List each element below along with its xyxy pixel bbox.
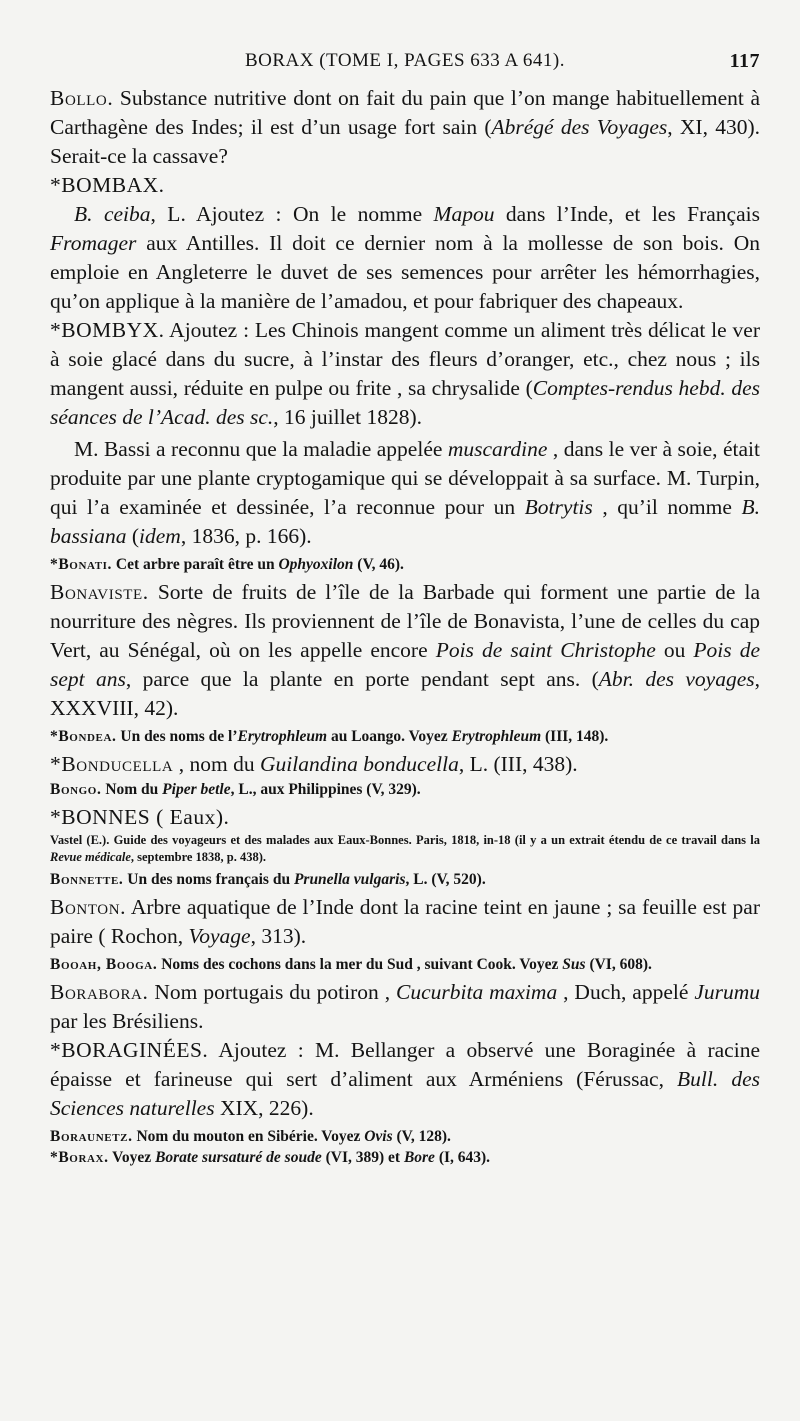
entry-bonducella — [50, 750, 760, 779]
species-name: Piper betle — [162, 781, 231, 798]
entry-text: XIX, 226). — [214, 1096, 314, 1120]
term: Botrytis — [524, 495, 593, 519]
entry-text: Cet arbre paraît être un — [112, 556, 279, 573]
term: Ophyoxilon — [278, 556, 354, 573]
entry-text: (I, 643). — [434, 1149, 491, 1166]
entry-text: Nom du mouton en Sibérie. Voyez — [132, 1128, 365, 1145]
entry-head: *Bonati. — [50, 556, 113, 573]
entry-text: aux Antilles. Il doit ce dernier nom à la mollesse de son bois. On emploie en Angleterre le duvet de ses semences pour arrêter les hémorrhagies, qu’on applique à la manière de l’amadou, et pour fabriquer des chapeaux. — [50, 231, 760, 313]
document-page — [50, 50, 760, 1168]
entry-text: Nom du — [101, 781, 163, 798]
entry-bonati — [50, 554, 760, 575]
entry-bonaviste — [50, 578, 760, 723]
entry-text: Sorte de fruits de l’île de la Barbade qui forment une partie de la nourriture des nègres. Ils proviennent de l’île de Bonavista, l’une de celles du cap Vert, au Sénégal, où on les appelle encore — [50, 580, 760, 662]
entry-bonnes — [50, 832, 760, 866]
entry-text: au Loango. Voyez — [327, 728, 452, 745]
entry-text: ( — [126, 524, 140, 548]
entry-head: Boraunetz. — [50, 1128, 133, 1145]
entry-bonton — [50, 893, 760, 951]
entry-head: *BONNES ( Eaux). — [50, 805, 230, 829]
term: muscardine — [447, 437, 548, 461]
citation: Bull. des Sciences naturelles — [50, 1067, 760, 1120]
entry-text: (VI, 608). — [585, 956, 652, 973]
entry-head: *BOMBAX. — [50, 173, 165, 197]
entry-text: dans l’Inde, et les Français — [494, 202, 760, 226]
entry-text: , L. (V, 520). — [405, 871, 486, 888]
entry-text: Voyez — [108, 1149, 156, 1166]
entry-bonnette — [50, 869, 760, 890]
entry-text: , parce que la plante en porte pendant sept ans. ( — [125, 667, 599, 691]
entry-bombax-head — [50, 171, 760, 200]
entry-text: , 313). — [250, 924, 307, 948]
entry-text: , nom du — [173, 752, 260, 776]
entry-bongo — [50, 779, 760, 800]
entry-boraunetz — [50, 1126, 760, 1147]
entry-text: , dans le ver à soie, était produite par une plante cryptogamique qui se développait à sa surface. M. Turpin, qui l’a examinée et dessinée, l’a reconnue pour un — [50, 437, 760, 519]
term: Jurumu — [694, 980, 760, 1004]
entry-bombax — [50, 200, 760, 316]
species-name: Guilandina bonducella — [259, 752, 459, 776]
entry-text: Un des noms de l’ — [116, 728, 238, 745]
entry-text: Un des noms français du — [123, 871, 294, 888]
term: Erytrophleum — [237, 728, 328, 745]
entry-text: , L. Ajoutez : On le nomme — [150, 202, 434, 226]
entry-head: *BORAGINÉES. — [50, 1038, 209, 1062]
page-number: 117 — [729, 50, 760, 72]
term: Bore — [403, 1149, 435, 1166]
entry-head: Booah, Booga. — [50, 956, 158, 973]
entry-text: Ajoutez : M. Bellanger a observé une Boraginée à racine épaisse et farineuse qui sert d’aliment aux Arméniens (Férussac, — [50, 1038, 760, 1091]
running-title: BORAX (TOME I, PAGES 633 A 641). — [244, 50, 566, 71]
entry-bollo — [50, 84, 760, 171]
species-name: B. ceiba — [74, 202, 151, 226]
entry-head: *BOMBYX. — [50, 318, 165, 342]
entry-bonnes-head — [50, 803, 760, 832]
entry-text: , XI, 430). Serait-ce la cassave? — [50, 115, 760, 168]
entry-bombyx — [50, 316, 760, 432]
entry-head: *Bonducella — [50, 752, 174, 776]
entry-head: Bonton. — [50, 895, 127, 919]
entry-booah — [50, 954, 760, 975]
entry-head: Bonaviste. — [50, 580, 149, 604]
entry-head: Bollo. — [50, 86, 114, 110]
term: Pois de sept ans — [50, 638, 761, 691]
running-header — [50, 50, 760, 84]
species-name: Cucurbita maxima — [396, 980, 558, 1004]
entry-text: , XXXVIII, 42). — [50, 667, 760, 720]
entry-borax — [50, 1147, 760, 1168]
entry-text: , septembre 1838, p. 438). — [130, 850, 267, 864]
term: Ovis — [364, 1128, 393, 1145]
term: Pois de saint Christophe — [435, 638, 656, 662]
entry-text: Ajoutez : Les Chinois mangent comme un aliment très délicat le ver à soie glacé dans du sucre, à l’instar des fleurs d’oranger, etc., chez nous ; ils mangent aussi, réduite en pulpe ou frite , sa chrysalide ( — [50, 318, 760, 400]
entry-bombyx-paragraph — [50, 435, 760, 551]
entry-head: *Borax. — [50, 1149, 109, 1166]
citation: idem — [139, 524, 181, 548]
entry-text: M. Bassi a reconnu que la maladie appelée — [74, 437, 448, 461]
entry-head: Bongo. — [50, 781, 102, 798]
entry-head: *Bondea. — [50, 728, 117, 745]
entry-text: par les Brésiliens. — [50, 1009, 204, 1033]
entry-text: , 1836, p. 166). — [180, 524, 312, 548]
entry-text: Substance nutritive dont on fait du pain que l’on mange habituellement à Carthagène des Indes; il est d’un usage fort sain ( — [50, 86, 760, 139]
entry-text: , 16 juillet 1828). — [273, 405, 422, 429]
entry-text: , L., aux Philippines (V, 329). — [230, 781, 421, 798]
entry-bondea — [50, 726, 760, 747]
entry-borabora — [50, 978, 760, 1036]
citation: Revue médicale — [50, 850, 131, 864]
term: Mapou — [433, 202, 495, 226]
entry-head: Borabora. — [50, 980, 149, 1004]
entry-text: , L. (III, 438). — [458, 752, 578, 776]
entry-text: (V, 128). — [392, 1128, 451, 1145]
term: Borate sursaturé de soude — [155, 1149, 322, 1166]
entry-text: ou — [655, 638, 694, 662]
citation: Abrégé des Voyages — [491, 115, 668, 139]
entry-text: , Duch, appelé — [557, 980, 695, 1004]
entry-text: Noms des cochons dans la mer du Sud , suivant Cook. Voyez — [157, 956, 563, 973]
entry-text: (VI, 389) et — [321, 1149, 404, 1166]
term: Fromager — [50, 231, 137, 255]
entry-text: Nom portugais du potiron , — [148, 980, 396, 1004]
entry-head: Bonnette. — [50, 871, 124, 888]
entry-text: Vastel (E.). Guide des voyageurs et des malades aux Eaux-Bonnes. Paris, 1818, in-18 (il y a un extrait étendu de ce travail dans la — [50, 833, 760, 847]
citation: Abr. des voyages — [598, 667, 755, 691]
citation: Comptes-rendus hebd. des séances de l’Acad. des sc. — [50, 376, 760, 429]
entry-text: (III, 148). — [541, 728, 609, 745]
term: Erytrophleum — [451, 728, 542, 745]
citation: Voyage — [188, 924, 251, 948]
entry-boraginees — [50, 1036, 760, 1123]
entry-text: (V, 46). — [353, 556, 404, 573]
species-name: Prunella vulgaris — [293, 871, 406, 888]
species-name: B. bassiana — [50, 495, 760, 548]
entry-text: , qu’il nomme — [592, 495, 742, 519]
entry-text: Arbre aquatique de l’Inde dont la racine teint en jaune ; sa feuille est par paire ( Rochon, — [50, 895, 760, 948]
term: Sus — [562, 956, 586, 973]
